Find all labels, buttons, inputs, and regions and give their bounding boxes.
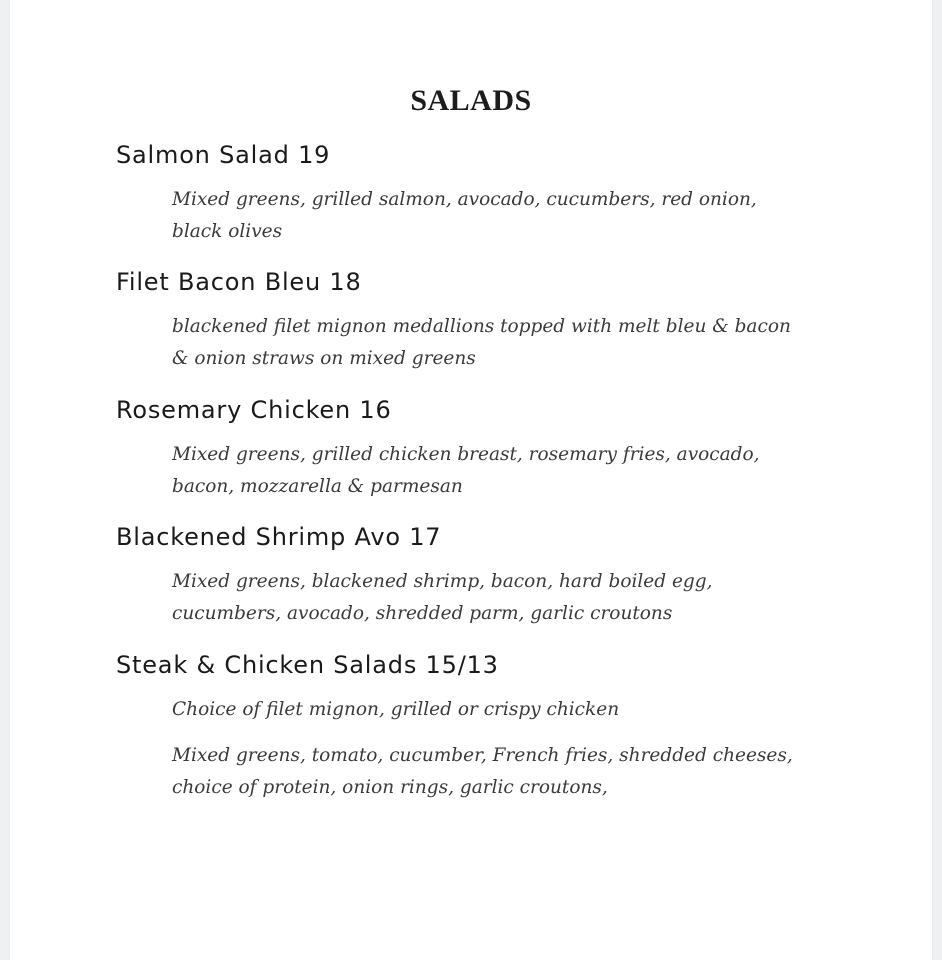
- menu-item-name: Filet Bacon Bleu 18: [116, 268, 362, 296]
- menu-title: SALADS: [410, 84, 532, 117]
- menu-item-description: Mixed greens, grilled salmon, avocado, cucumbers, red onion, black olives: [172, 189, 757, 242]
- menu-item-name: Blackened Shrimp Avo 17: [116, 523, 442, 551]
- menu-item-filet-bacon-bleu: [116, 267, 836, 375]
- menu-item-salmon-salad: [116, 140, 836, 248]
- menu-item-description: Mixed greens, blackened shrimp, bacon, hard boiled egg, cucumbers, avocado, shredded parm, garlic croutons: [172, 571, 713, 624]
- menu-item-name: Rosemary Chicken 16: [116, 396, 392, 424]
- menu-item-name: Steak & Chicken Salads 15/13: [116, 651, 499, 679]
- menu-item-description: Choice of filet mignon, grilled or crispy chicken: [172, 699, 620, 720]
- menu-item-description: Mixed greens, grilled chicken breast, rosemary fries, avocado, bacon, mozzarella & parmesan: [172, 444, 760, 497]
- menu-item-steak-chicken-salads: [116, 650, 836, 804]
- menu-item-rosemary-chicken: [116, 395, 836, 503]
- menu-item-description: Mixed greens, tomato, cucumber, French fries, shredded cheeses, choice of protein, onion rings, garlic croutons,: [172, 745, 793, 798]
- menu-item-blackened-shrimp-avo: [116, 522, 836, 630]
- menu-item-name: Salmon Salad 19: [116, 141, 331, 169]
- menu-item-description: blackened filet mignon medallions topped with melt bleu & bacon & onion straws on mixed greens: [172, 316, 791, 369]
